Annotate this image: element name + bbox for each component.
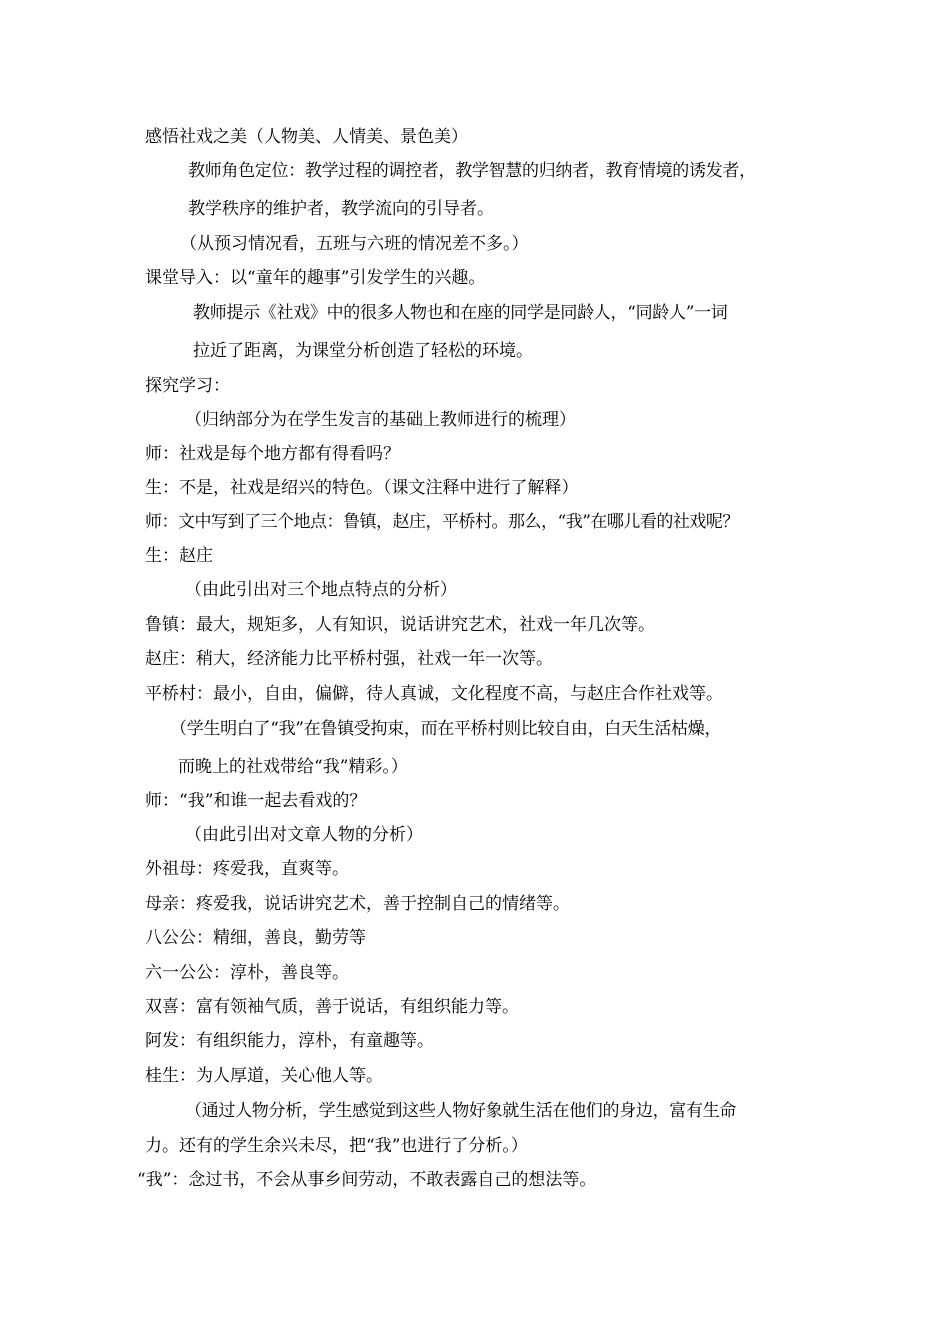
- text-line: 教师提示《社戏》中的很多人物也和在座的同学是同龄人，“同龄人”一词: [193, 303, 728, 323]
- dialogue-line: 生：不是，社戏是绍兴的特色。（课文注释中进行了解释）: [145, 478, 579, 498]
- section-heading: 探究学习：: [145, 376, 230, 396]
- text-line: 而晚上的社戏带给“我”精彩。）: [178, 757, 408, 777]
- character-line: 六一公公：淳朴，善良等。: [145, 963, 349, 983]
- character-line: 桂生：为人厚道，关心他人等。: [145, 1066, 383, 1086]
- text-line: 平桥村：最小，自由，偏僻，待人真诚，文化程度不高，与赵庄合作社戏等。: [145, 684, 723, 704]
- text-line: 教师角色定位：教学过程的调控者，教学智慧的归纳者，教育情境的诱发者，: [188, 161, 756, 181]
- dialogue-line: 生：赵庄: [145, 546, 213, 566]
- text-line: （从预习情况看，五班与六班的情况差不多。）: [180, 234, 529, 254]
- text-line: 教学秩序的维护者，教学流向的引导者。: [188, 199, 494, 219]
- character-line: 阿发：有组织能力，淳朴，有童趣等。: [145, 1031, 434, 1051]
- section-heading: 课堂导入：以“童年的趣事”引发学生的兴趣。: [145, 268, 486, 288]
- character-line: 双喜：富有领袖气质，善于说话，有组织能力等。: [145, 997, 519, 1017]
- character-line: “我”：念过书，不会从事乡间劳动，不敢表露自己的想法等。: [137, 1170, 597, 1190]
- character-line: 外祖母：疼爱我，直爽等。: [145, 859, 349, 879]
- text-line: （通过人物分析，学生感觉到这些人物好象就生活在他们的身边，富有生命: [185, 1101, 737, 1121]
- character-line: 母亲：疼爱我，说话讲究艺术，善于控制自己的情绪等。: [145, 894, 570, 914]
- dialogue-line: 师：文中写到了三个地点：鲁镇，赵庄，平桥村。那么，“我”在哪儿看的社戏呢？: [145, 512, 739, 532]
- text-line: 赵庄：稍大，经济能力比平桥村强，社戏一年一次等。: [145, 649, 553, 669]
- text-line: （由此引出对三个地点特点的分析）: [185, 580, 457, 600]
- dialogue-line: 师：社戏是每个地方都有得看吗？: [145, 444, 400, 464]
- text-line: 力。还有的学生余兴未尽，把“我”也进行了分析。）: [145, 1136, 528, 1156]
- dialogue-line: 师：“我”和谁一起去看戏的？: [145, 791, 367, 811]
- section-heading: 感悟社戏之美（人物美、人情美、景色美）: [145, 127, 468, 147]
- text-line: （归纳部分为在学生发言的基础上教师进行的梳理）: [185, 410, 576, 430]
- text-line: 鲁镇：最大，规矩多，人有知识，说话讲究艺术，社戏一年几次等。: [145, 615, 655, 635]
- text-line: （由此引出对文章人物的分析）: [185, 825, 423, 845]
- character-line: 八公公：精细，善良，勤劳等: [145, 928, 366, 948]
- text-line: 拉近了距离，为课堂分析创造了轻松的环境。: [193, 341, 533, 361]
- text-line: （学生明白了“我”在鲁镇受拘束，而在平桥村则比较自由，白天生活枯燥，: [170, 719, 722, 739]
